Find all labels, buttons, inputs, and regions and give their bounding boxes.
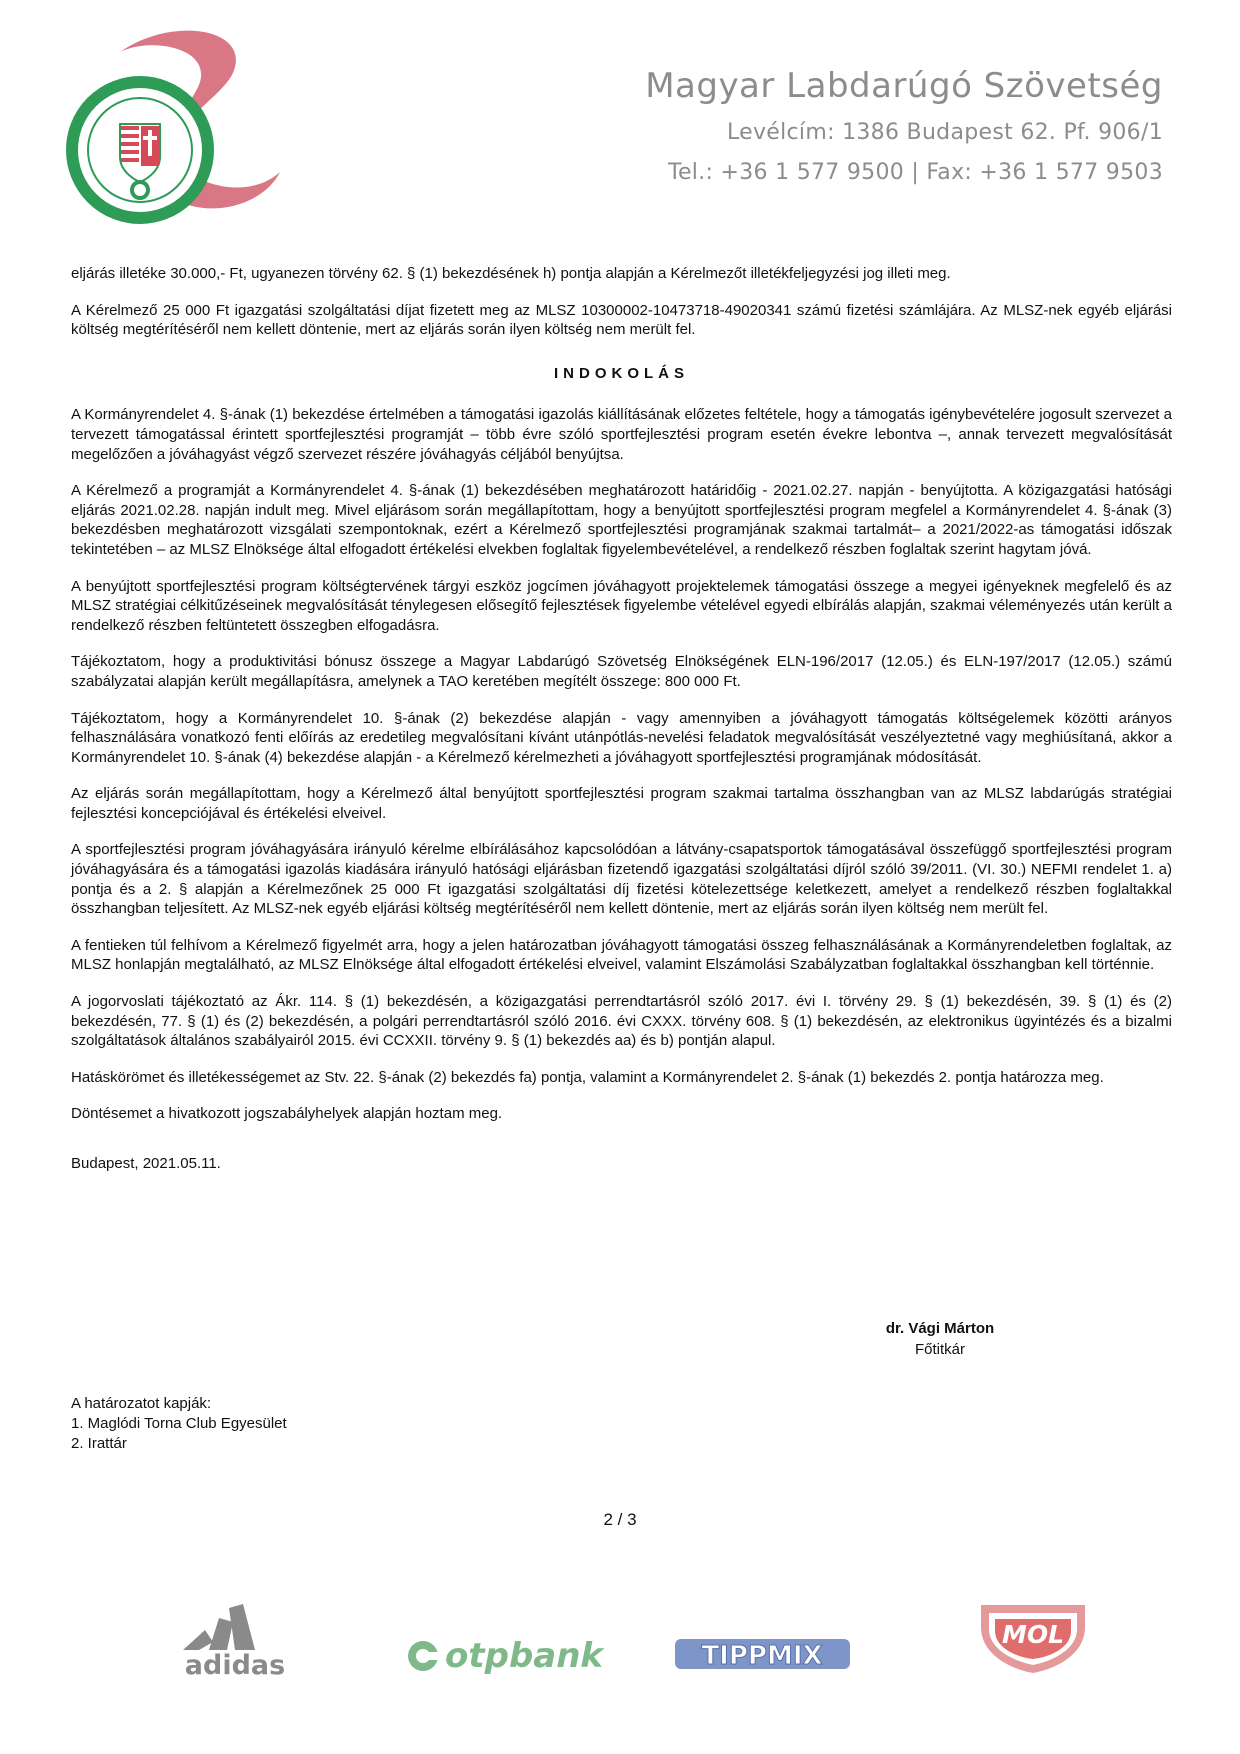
list-item: 1. Maglódi Torna Club Egyesület [71,1415,287,1432]
document-body [71,264,1172,1191]
adidas-wordmark: adidas [184,1650,286,1678]
paragraph: A Kérelmező a programját a Kormányrendelet 4. §-ának (1) bekezdésében meghatározott határidőig - 2021.02.27. napján - benyújtotta. A közigazgatási hatósági eljárás 2021.02.28. napján indult meg. Mivel eljárásom során megállapítottam, hogy a benyújtott sportfejlesztési program megfelel a Kormányrendelet 4. §-ának (3) bekezdésben meghatározott vizsgálati szempontoknak, ezért a Kérelmező sportfejlesztési programjának szakmai tartalmát– a 2021/2022-as támogatási időszak tekintetében – az MLSZ Elnöksége által elfogadott értékelési elvekben foglaltak figyelembevételével, a rendelkező részben foglaltak szerint hagytam jóvá. [71,482,1172,558]
organization-address: Levélcím: 1386 Budapest 62. Pf. 906/1 [726,120,1163,145]
mol-wordmark: MOL [1001,1620,1065,1649]
otpbank-logo [405,1630,605,1678]
paragraph: A benyújtott sportfejlesztési program költségtervének tárgyi eszköz jogcímen jóváhagyott projektelemek támogatási összege a megyei igényeknek megfelelő és az MLSZ stratégiai célkitűzéseinek megvalósítását ténylegesen elősegítő fejlesztések figyelembe vételével egyedi elbírálás alapján, szakmai véleményezés után került a rendelkező részben feltüntetett összegben elfogadásra. [71,577,1172,634]
paragraph: Döntésemet a hivatkozott jogszabályhelyek alapján hoztam meg. [71,1105,503,1123]
section-heading: INDOKOLÁS [554,364,689,382]
paragraph: A sportfejlesztési program jóváhagyására irányuló kérelme elbírálásához kapcsolódóan a látvány-csapatsportok támogatásával összefüggő sportfejlesztési program jóváhagyására és a támogatási igazolás kiadására irányuló hatósági eljárásban fizetendő igazgatási szolgáltatási díjról szóló 39/2011. (VI. 30.) NEFMI rendelet 1. a) pontja és a 2. § alapján a Kérelmezőnek 25 000 Ft igazgatási szolgáltatási díj fizetési kötelezettsége keletkezett, amelyet a rendelkező részben foglaltakkal összhangban teljesített. Az MLSZ-nek egyéb eljárási költség megtérítéséről nem kellett döntenie, mert az eljárás során ilyen költség nem merült fel. [71,841,1172,918]
recipients-heading: A határozatot kapják: [71,1395,212,1412]
page-number: 2 / 3 [603,1510,637,1529]
adidas-logo [175,1600,295,1678]
paragraph: A Kérelmező 25 000 Ft igazgatási szolgáltatási díjat fizetett meg az MLSZ 10300002-10473718-49020341 számú fizetési számlájára. Az MLSZ-nek egyéb eljárási költség megtérítéséről nem kellett döntenie, mert az eljárás során ilyen költség nem merült fel. [71,301,1172,339]
signatory-name: dr. Vági Márton [885,1320,995,1337]
organization-contact: Tel.: +36 1 577 9500 | Fax: +36 1 577 9503 [667,160,1163,185]
signatory-title: Főtitkár [914,1341,965,1358]
paragraph: Tájékoztatom, hogy a Kormányrendelet 10. §-ának (2) bekezdése alapján - vagy amennyiben a jóváhagyott támogatás költségelemek közötti arányos felhasználására vonatkozó fenti előírás az eredetileg megvalósítani kívánt utánpótlás-nevelési feladatok megvalósítását veszélyeztetné vagy meghiúsítaná, akkor a Kormányrendelet 10. §-ának (4) bekezdése alapján - a Kérelmező kérelmezheti a jóváhagyott sportfejlesztési programjának módosítását. [71,709,1172,766]
organization-name: Magyar Labdarúgó Szövetség [645,66,1163,106]
otpbank-wordmark: otpbank [445,1636,604,1676]
paragraph: A Kormányrendelet 4. §-ának (1) bekezdése értelmében a támogatási igazolás kiállításának előzetes feltétele, hogy a támogatás igénybevételére jogosult szervezet a tervezett támogatással érintett sportfejlesztési programját – több évre szóló sportfejlesztési program esetén évekre lebontva –, annak tervezett megvalósítását megelőzően a jóváhagyást végző szervezet részére jóváhagyás céljából benyújtsa. [71,406,1172,463]
recipients-list [71,1394,287,1454]
mol-logo [975,1597,1090,1675]
tippmix-wordmark: TIPPMIX [701,1641,823,1671]
paragraph: Hatáskörömet és illetékességemet az Stv. 22. §-ának (2) bekezdés fa) pontja, valamint a Kormányrendelet 2. §-ának (1) bekezdés 2. pontja határozza meg. [71,1068,1104,1086]
paragraph: A fentieken túl felhívom a Kérelmező figyelmét arra, hogy a jelen határozatban jóváhagyott támogatási összeg felhasználásának a Kormányrendeletben foglaltak, az MLSZ honlapján megtalálható, az MLSZ Elnöksége által elfogadott értékelési elveivel, valamint Elszámolási Szabályzatban foglaltakkal összhangban kell történnie. [71,936,1172,974]
paragraph: A jogorvoslati tájékoztató az Ákr. 114. § (1) bekezdésén, a közigazgatási perrendtartásról szóló 2017. évi I. törvény 29. § (1) bekezdésén, 39. § (1) és (2) bekezdésén, 77. § (1) és (2) bekezdésén, a polgári perrendtartásról szóló 2016. évi CXXX. törvény 608. § (1) bekezdésén, az elektronikus ügyintézés és a bizalmi szolgáltatások általános szabályairól 2015. évi CCXXII. törvény 9. § (1) bekezdés aa) és b) pontján alapul. [71,993,1172,1050]
list-item: 2. Irattár [71,1435,127,1452]
place-date: Budapest, 2021.05.11. [71,1155,221,1172]
signature-block [860,1318,1020,1360]
paragraph: Tájékoztatom, hogy a produktivitási bónusz összege a Magyar Labdarúgó Szövetség Elnökségének ELN-196/2017 (12.05.) és ELN-197/2017 (12.05.) számú szabályzatai alapján került megállapításra, amelynek a TAO keretében megítélt összege: 800 000 Ft. [71,653,1172,690]
paragraph: eljárás illetéke 30.000,- Ft, ugyanezen törvény 62. § (1) bekezdésének h) pontja alapján a Kérelmezőt illetékfeljegyzési jog illeti meg. [71,265,951,282]
paragraph: Az eljárás során megállapítottam, hogy a Kérelmező által benyújtott sportfejlesztési program szakmai tartalma összhangban van az MLSZ labdarúgás stratégiai fejlesztési koncepciójával és értékelési elveivel. [71,785,1172,822]
tippmix-logo [675,1635,850,1673]
mlsz-logo [60,22,290,232]
